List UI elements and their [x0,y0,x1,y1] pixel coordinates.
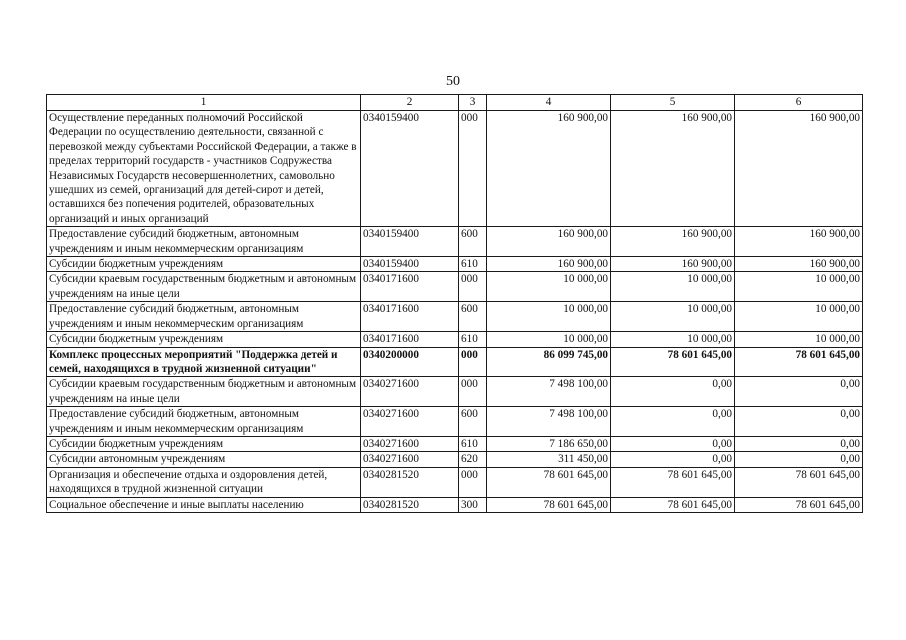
table-row [47,347,863,377]
row-name: Предоставление субсидий бюджетным, автономным учреждениям и иным некоммерческим организациям [47,227,361,257]
row-code: 0340171600 [361,332,459,347]
row-value-col4: 78 601 645,00 [487,467,611,497]
row-expense-type: 000 [459,272,487,302]
row-value-col6: 160 900,00 [735,111,863,227]
row-value-col5: 0,00 [611,436,735,451]
row-code: 0340271600 [361,407,459,437]
row-code: 0340271600 [361,452,459,467]
row-value-col4: 7 186 650,00 [487,436,611,451]
row-value-col4: 10 000,00 [487,302,611,332]
row-code: 0340200000 [361,347,459,377]
row-value-col6: 10 000,00 [735,272,863,302]
row-expense-type: 620 [459,452,487,467]
table-row [47,436,863,451]
row-value-col6: 10 000,00 [735,332,863,347]
row-value-col6: 0,00 [735,407,863,437]
row-name: Субсидии автономным учреждениям [47,452,361,467]
row-value-col5: 160 900,00 [611,227,735,257]
row-expense-type: 610 [459,332,487,347]
row-expense-type: 610 [459,257,487,272]
row-value-col4: 160 900,00 [487,111,611,227]
row-value-col6: 160 900,00 [735,257,863,272]
row-value-col5: 160 900,00 [611,111,735,227]
row-name: Субсидии бюджетным учреждениям [47,257,361,272]
table-row [47,332,863,347]
page-number: 50 [446,74,460,89]
table-row [47,257,863,272]
table-row [47,272,863,302]
table-row [47,377,863,407]
header-cell: 2 [361,95,459,111]
row-value-col5: 10 000,00 [611,302,735,332]
row-value-col6: 160 900,00 [735,227,863,257]
row-name: Социальное обеспечение и иные выплаты населению [47,497,361,512]
row-value-col4: 78 601 645,00 [487,497,611,512]
table-row [47,497,863,512]
row-expense-type: 300 [459,497,487,512]
row-value-col5: 78 601 645,00 [611,467,735,497]
row-value-col5: 0,00 [611,452,735,467]
row-code: 0340281520 [361,467,459,497]
header-cell: 4 [487,95,611,111]
row-value-col4: 7 498 100,00 [487,377,611,407]
row-value-col4: 7 498 100,00 [487,407,611,437]
row-name: Субсидии бюджетным учреждениям [47,332,361,347]
row-code: 0340159400 [361,257,459,272]
row-expense-type: 000 [459,467,487,497]
row-value-col6: 78 601 645,00 [735,347,863,377]
row-value-col4: 10 000,00 [487,272,611,302]
row-expense-type: 600 [459,227,487,257]
row-value-col5: 78 601 645,00 [611,497,735,512]
table-row [47,452,863,467]
row-code: 0340171600 [361,302,459,332]
row-code: 0340159400 [361,111,459,227]
row-value-col6: 0,00 [735,377,863,407]
row-code: 0340171600 [361,272,459,302]
table-row [47,111,863,227]
row-name: Организация и обеспечение отдыха и оздоровления детей, находящихся в трудной жизненной ситуации [47,467,361,497]
header-cell: 3 [459,95,487,111]
header-cell: 5 [611,95,735,111]
row-expense-type: 000 [459,111,487,227]
table-body [47,111,863,513]
row-name: Субсидии краевым государственным бюджетным и автономным учреждениям на иные цели [47,377,361,407]
row-expense-type: 600 [459,407,487,437]
row-value-col5: 160 900,00 [611,257,735,272]
row-code: 0340159400 [361,227,459,257]
row-value-col4: 311 450,00 [487,452,611,467]
row-name: Комплекс процессных мероприятий "Поддержка детей и семей, находящихся в трудной жизненной ситуации" [47,347,361,377]
row-name: Субсидии бюджетным учреждениям [47,436,361,451]
row-value-col5: 0,00 [611,377,735,407]
row-name: Субсидии краевым государственным бюджетным и автономным учреждениям на иные цели [47,272,361,302]
row-value-col6: 0,00 [735,436,863,451]
row-value-col5: 10 000,00 [611,332,735,347]
table-row [47,467,863,497]
row-value-col4: 10 000,00 [487,332,611,347]
row-code: 0340271600 [361,377,459,407]
budget-table [46,94,863,513]
row-expense-type: 000 [459,377,487,407]
row-expense-type: 610 [459,436,487,451]
row-expense-type: 600 [459,302,487,332]
row-value-col5: 0,00 [611,407,735,437]
table-row [47,227,863,257]
row-value-col4: 160 900,00 [487,257,611,272]
row-value-col6: 0,00 [735,452,863,467]
table-row [47,407,863,437]
row-name: Предоставление субсидий бюджетным, автономным учреждениям и иным некоммерческим организациям [47,407,361,437]
row-value-col5: 10 000,00 [611,272,735,302]
row-name: Осуществление переданных полномочий Российской Федерации по осуществлению деятельности, связанной с перевозкой между субъектами Российской Федерации, а также в пределах территорий государств - участников Содружества Независимых Государств несовершеннолетних, самовольно ушедших из семей, организаций для детей-сирот и детей, оставшихся без попечения родителей, образовательных организаций и иных организаций [47,111,361,227]
row-value-col4: 86 099 745,00 [487,347,611,377]
row-value-col6: 10 000,00 [735,302,863,332]
header-cell: 6 [735,95,863,111]
row-value-col5: 78 601 645,00 [611,347,735,377]
table-row [47,302,863,332]
row-value-col6: 78 601 645,00 [735,467,863,497]
row-code: 0340271600 [361,436,459,451]
row-expense-type: 000 [459,347,487,377]
row-name: Предоставление субсидий бюджетным, автономным учреждениям и иным некоммерческим организациям [47,302,361,332]
row-value-col4: 160 900,00 [487,227,611,257]
header-row [47,95,863,111]
row-code: 0340281520 [361,497,459,512]
header-cell: 1 [47,95,361,111]
row-value-col6: 78 601 645,00 [735,497,863,512]
